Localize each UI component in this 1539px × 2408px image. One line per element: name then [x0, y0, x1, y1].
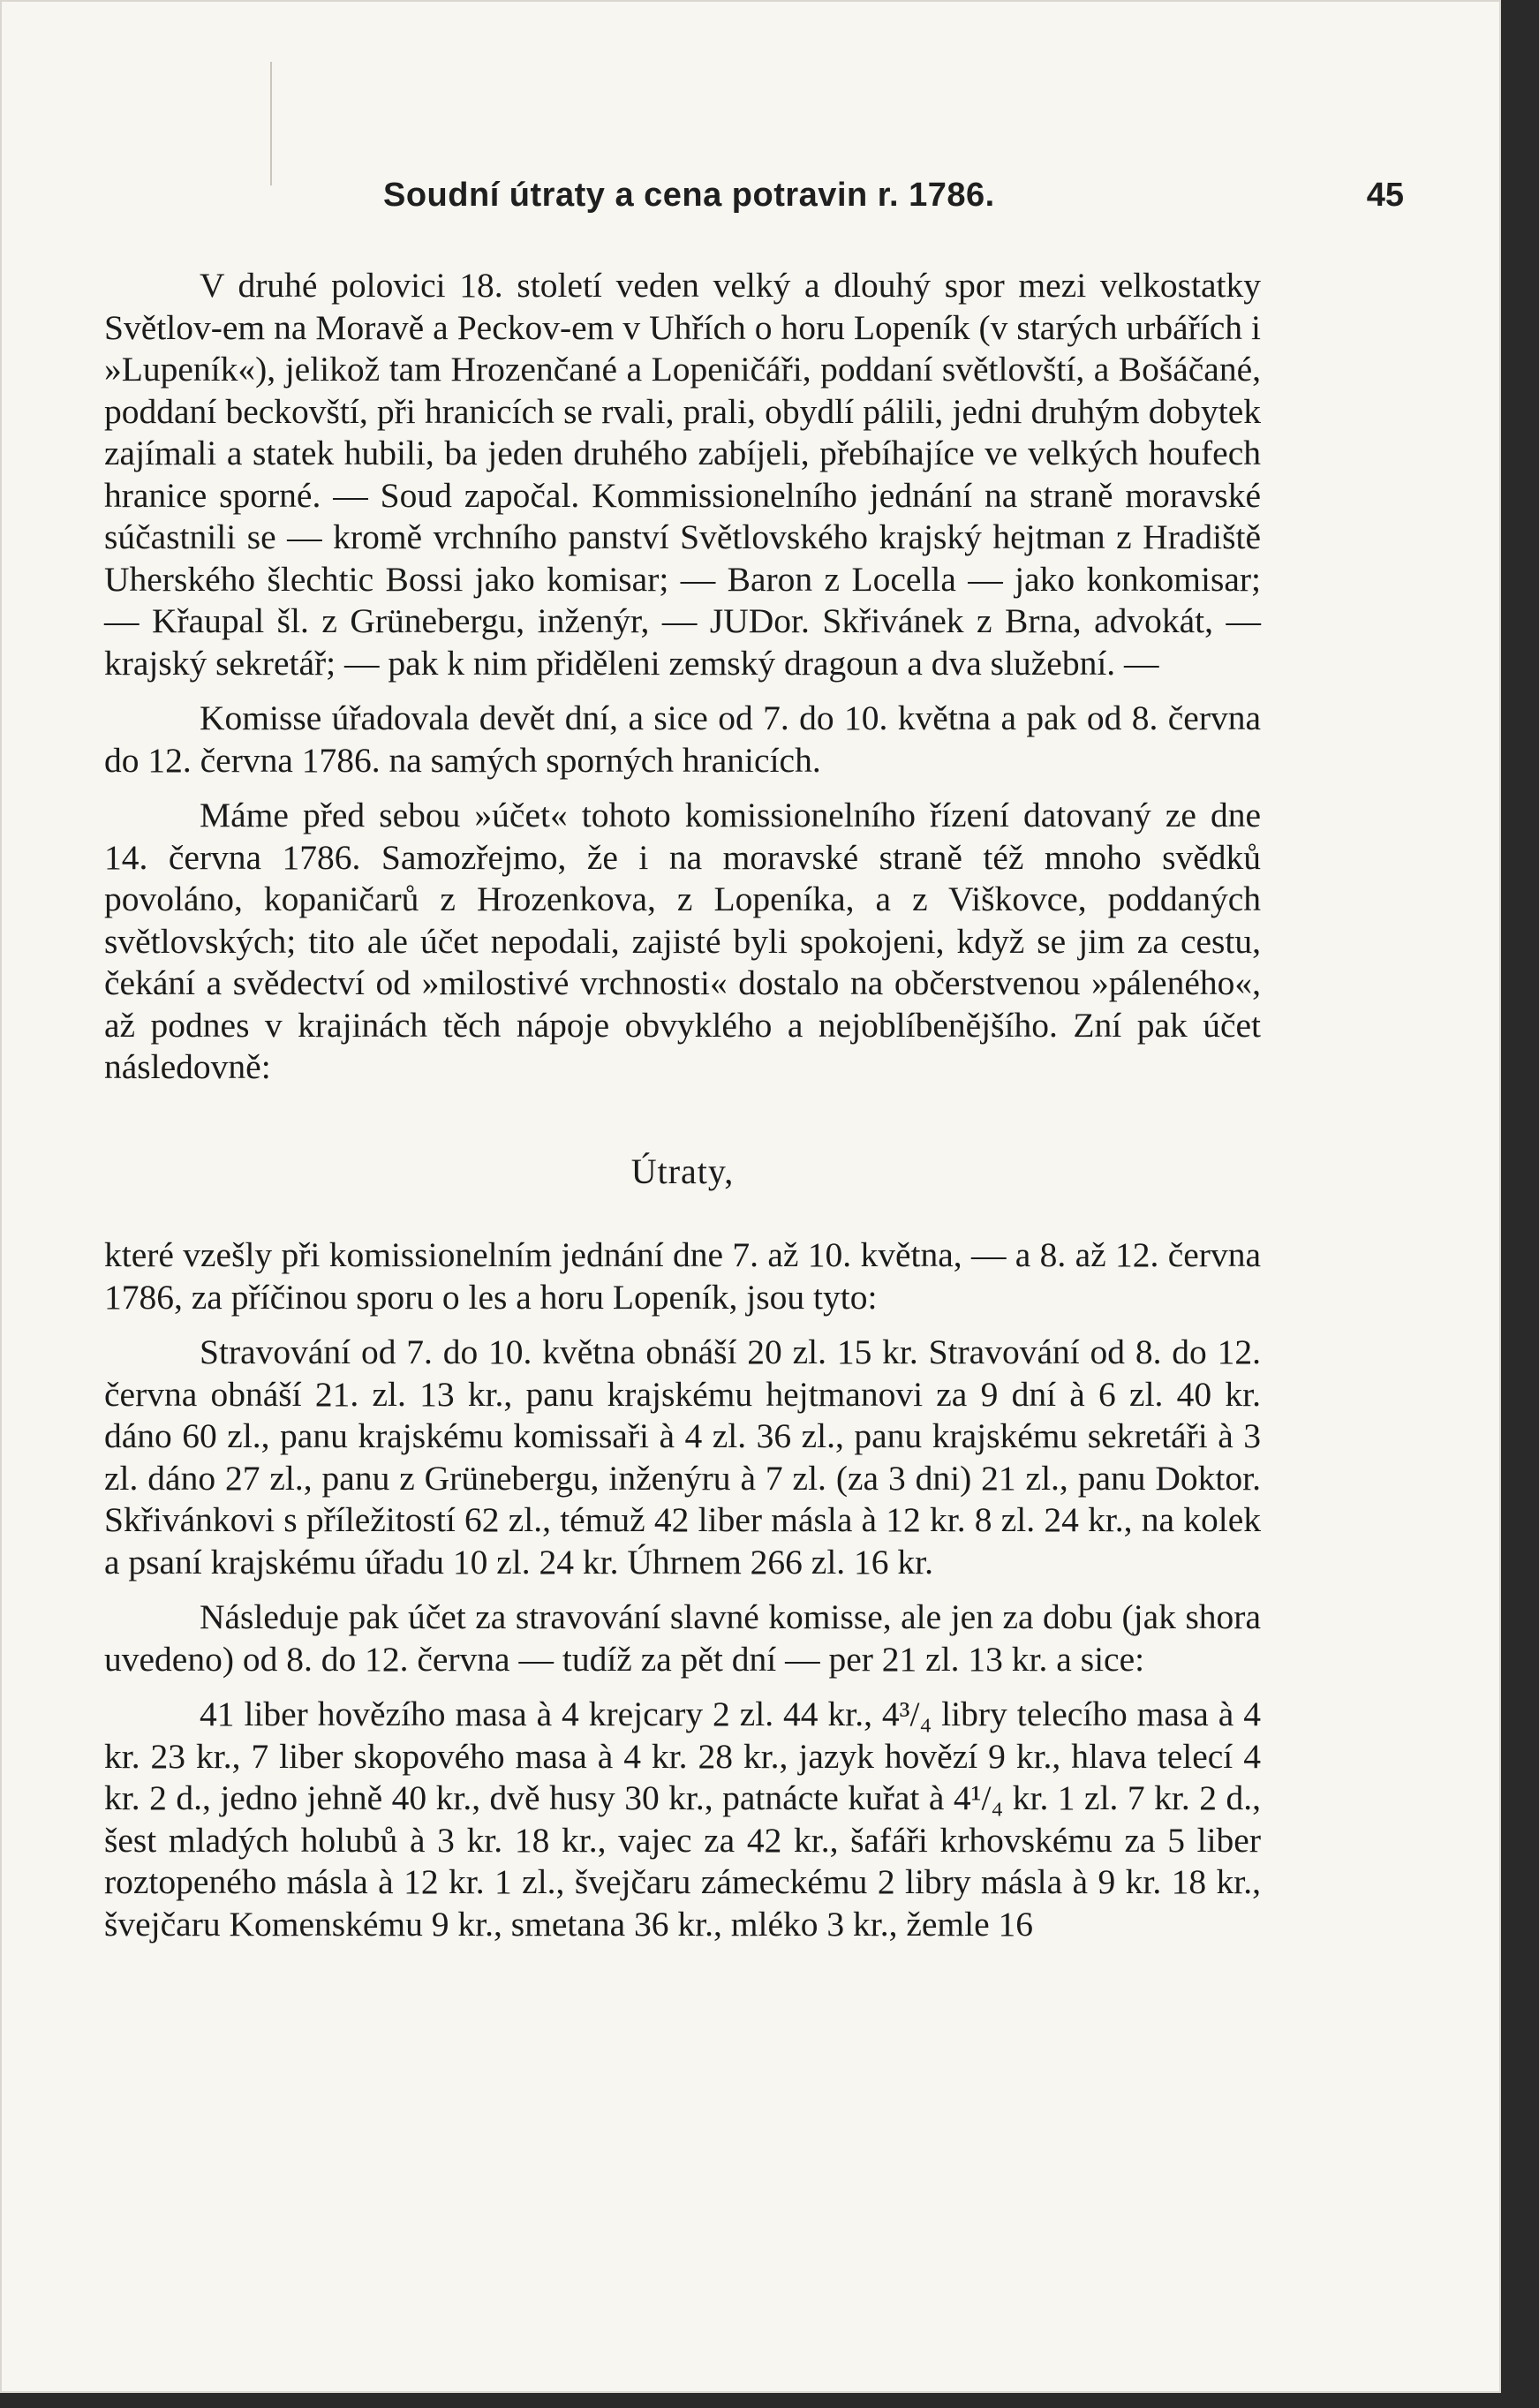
section-title: Útraty, — [630, 1151, 735, 1191]
paragraph-account-intro: Máme před sebou »účet« tohoto komissionelního řízení datovaný ze dne 14. června 1786. Samozřejmo, že i na moravské straně též mnoho svědků povoláno, kopaničarů z Hrozenkova, z Lopeníka, a z Viškovce, poddaných světlovských; tito ale účet nepodali, zajisté byli spokojeni, když se jim za cestu, čekání a svědectví od »milostivé vrchnosti« dostalo na občerstvenou »páleného«, až podnes v krajinách těch nápoje obvyklého a nejoblíbenějšího. Zní pak účet následovně: — [104, 796, 1261, 1086]
running-title: Soudní útraty a cena potravin r. 1786. — [383, 177, 995, 214]
paragraph-board-intro: Následuje pak účet za stravování slavné komisse, ale jen za dobu (jak shora uvedeno) od 8. do 12. června — tudíž za pět dní — per 21 zl. 13 kr. a sice: — [104, 1597, 1261, 1679]
paragraph-costs-intro: které vzešly při komissionelním jednání dne 7. až 10. května, — a 8. až 12. června 1786, za příčinou sporu o les a horu Lopeník, jsou tyto: — [104, 1235, 1261, 1317]
paragraph-commission-dates: Komisse úřadovala devět dní, a sice od 7. do 10. května a pak od 8. června do 12. června 1786. na samých sporných hranicích. — [104, 698, 1261, 780]
scan-margin-line — [270, 62, 272, 185]
paragraph-costs-list: Stravování od 7. do 10. května obnáší 20 zl. 15 kr. Stravování od 8. do 12. června obnáší 21. zl. 13 kr., panu krajskému hejtmanovi za 9 dní à 6 zl. 40 kr. dáno 60 zl., panu krajskému komissaři à 4 zl. 36 zl., panu krajskému sekretáři à 3 zl. dáno 27 zl., panu z Grünebergu, inženýru à 7 zl. (za 3 dni) 21 zl., panu Doktor. Skřivánkovi s příležitostí 62 zl., témuž 42 liber másla à 12 kr. 8 zl. 24 kr., na kolek a psaní krajskému úřadu 10 zl. 24 kr. Úhrnem 266 zl. 16 kr. — [104, 1332, 1261, 1581]
paragraph-food-items: 41 liber hovězího masa à 4 krejcary 2 zl. 44 kr., 4³/₄ libry telecího masa à 4 kr. 23 kr., 7 liber skopového masa à 4 kr. 28 kr., jazyk hovězí 9 kr., hlava telecí 4 kr. 2 d., jedno jehně 40 kr., dvě husy 30 kr., patnácte kuřat à 4¹/₄ kr. 1 zl. 7 kr. 2 d., šest mladých holubů à 3 kr. 18 kr., vajec za 42 kr., šafáři krhovskému za 5 liber roztopeného másla à 12 kr. 1 zl., švejčaru zámeckému 2 libry másla à 9 kr. 18 kr., švejčaru Komenskému 9 kr., smetana 36 kr., mléko 3 kr., žemle 16 — [104, 1695, 1261, 1944]
page-number: 45 — [1366, 177, 1404, 214]
paragraph-dispute: V druhé polovici 18. století veden velký a dlouhý spor mezi velkostatky Světlov-em na Moravě a Peckov-em v Uhřích o horu Lopeník (v starých urbářích i »Lupeník«), jelikož tam Hrozenčané a Lopeničáři, poddaní světlovští, a Bošáčané, poddaní beckovští, při hranicích se rvali, prali, obydlí pálili, jedni druhým dobytek zajímali a statek hubili, ba jeden druhého zabíjeli, přebíhajíce ve velkých houfech hranice sporné. — Soud započal. Kommissionelního jednání na straně moravské súčastnili se — kromě vrchního panství Světlovského krajský hejtman z Hradiště Uherského šlechtic Bossi jako komisar; — Baron z Locella — jako konkomisar; — Křaupal šl. z Grünebergu, inženýr, — JUDor. Skřivánek z Brna, advokát, — krajský sekretář; — pak k nim přiděleni zemský dragoun a dva služební. — — [104, 266, 1261, 683]
body-text — [104, 265, 1261, 1959]
